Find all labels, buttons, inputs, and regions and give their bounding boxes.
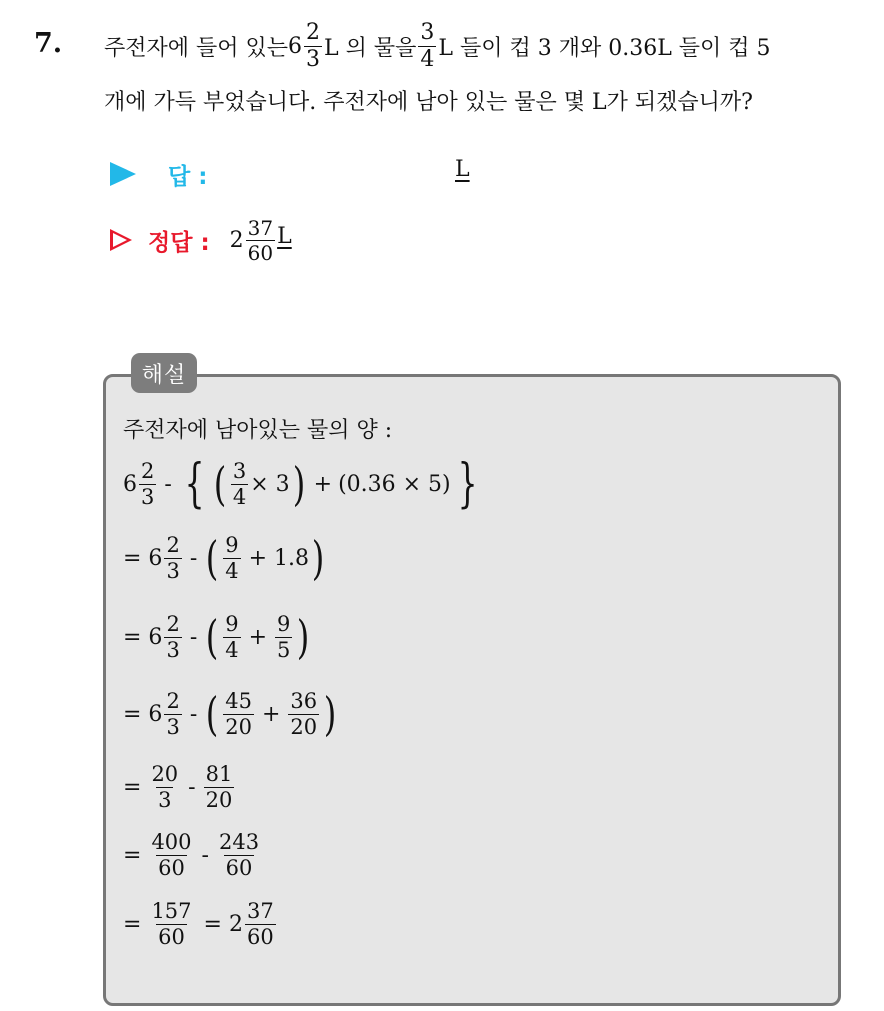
denominator: 20 [205, 787, 233, 812]
right-paren: ) [297, 610, 310, 664]
numerator: 243 [218, 829, 260, 854]
numerator: 36 [290, 688, 318, 713]
equals-sign: = [123, 774, 142, 800]
fraction [245, 898, 276, 949]
numerator: 45 [225, 688, 252, 713]
solution-line-5 [123, 755, 236, 819]
question-line-2: 개에 가득 부었습니다. 주전자에 남아 있는 물은 몇 L가 되겠습니까? [104, 89, 753, 115]
equals-sign: = [123, 842, 142, 868]
correct-answer-value [229, 215, 292, 265]
solution-line-7 [123, 892, 278, 956]
right-paren: ) [292, 457, 305, 511]
explanation-tag: 해설 [131, 353, 197, 393]
minus-sign: - [164, 471, 172, 497]
fraction [217, 829, 261, 880]
solution-line-2 [123, 526, 327, 590]
denominator: 4 [420, 46, 435, 72]
correct-answer-row [110, 208, 292, 272]
fraction-two-thirds [304, 19, 322, 72]
cup-group: (0.36 × 5) [338, 471, 451, 497]
denominator: 60 [247, 240, 274, 265]
numerator: 81 [205, 761, 233, 786]
numerator: 2 [306, 19, 321, 45]
fraction [223, 688, 254, 739]
equals-whole: = 6 [123, 701, 163, 727]
denominator: 3 [158, 787, 172, 812]
plus-sign: + [261, 701, 281, 727]
numerator: 2 [166, 611, 180, 636]
whole-part: 2 [229, 227, 244, 253]
left-paren: ( [205, 531, 219, 585]
fraction [288, 688, 319, 739]
equals-whole: = 2 [203, 911, 243, 937]
minus-sign: - [189, 624, 198, 650]
answer-unit: L [455, 157, 470, 182]
right-brace: } [457, 454, 478, 514]
fraction [139, 458, 156, 509]
numerator: 9 [277, 611, 291, 636]
fraction-37-60 [246, 215, 275, 265]
denominator: 3 [166, 637, 180, 662]
numerator: 9 [225, 532, 239, 557]
solution-line-3 [123, 605, 312, 669]
equals-sign: = [123, 911, 142, 937]
numerator: 9 [225, 611, 239, 636]
left-paren: ( [213, 457, 227, 511]
numerator: 2 [141, 458, 155, 483]
denominator: 60 [158, 855, 185, 880]
left-brace: { [184, 454, 205, 514]
minus-sign: - [189, 545, 198, 571]
fraction [275, 611, 292, 662]
fraction [223, 611, 240, 662]
right-paren: ) [311, 531, 325, 585]
minus-sign: - [201, 842, 209, 868]
fraction [149, 829, 193, 880]
denominator: 60 [246, 924, 274, 949]
denominator: 20 [225, 714, 252, 739]
fraction [149, 761, 180, 812]
fraction [204, 761, 235, 812]
denominator: 20 [290, 714, 318, 739]
unit: L [277, 223, 292, 249]
numerator: 2 [166, 532, 180, 557]
whole-part: 6 [123, 471, 137, 497]
denominator: 3 [166, 558, 180, 583]
plus-sign: + [248, 624, 268, 650]
outline-arrow-icon [110, 229, 132, 251]
question-line-1 [104, 18, 771, 74]
right-paren: ) [323, 687, 337, 741]
denominator: 3 [306, 46, 321, 72]
question-number: 7. [34, 28, 63, 59]
play-arrow-icon [110, 162, 136, 186]
numerator: 157 [151, 898, 192, 923]
question-text-1: 주전자에 들어 있는 [104, 35, 289, 61]
fraction [149, 898, 193, 949]
denominator: 4 [232, 484, 247, 509]
question-text-3: L 들이 컵 3 개와 0.36L 들이 컵 5 [438, 35, 771, 61]
numerator: 37 [246, 898, 274, 923]
denominator: 5 [277, 637, 291, 662]
correct-answer-label: 정답 : [148, 229, 210, 256]
mixed-number-whole: 6 [288, 33, 303, 59]
fraction [231, 458, 248, 509]
fraction [164, 688, 181, 739]
times-three: × 3 [250, 471, 290, 497]
denominator: 3 [141, 484, 155, 509]
numerator: 3 [420, 19, 435, 45]
plus-decimal: + 1.8 [248, 545, 309, 571]
minus-sign: - [188, 774, 196, 800]
numerator: 400 [151, 829, 192, 854]
minus-sign: - [189, 701, 198, 727]
denominator: 60 [158, 924, 185, 949]
denominator: 60 [225, 855, 253, 880]
fraction [223, 532, 240, 583]
numerator: 20 [151, 761, 179, 786]
fraction-three-quarters [418, 19, 436, 72]
solution-line-1 [123, 452, 484, 516]
answer-row [110, 154, 207, 194]
numerator: 2 [166, 688, 180, 713]
plus-sign: + [313, 471, 333, 497]
denominator: 4 [225, 558, 239, 583]
solution-line-4 [123, 682, 339, 746]
answer-label: 답 : [168, 163, 208, 190]
equals-whole: = 6 [123, 545, 163, 571]
numerator: 3 [232, 458, 247, 483]
explanation-intro: 주전자에 남아있는 물의 양 : [123, 417, 393, 443]
denominator: 3 [166, 714, 180, 739]
left-paren: ( [205, 610, 219, 664]
question-text-2: L 의 물을 [324, 35, 417, 61]
numerator: 37 [247, 215, 274, 240]
fraction [164, 611, 181, 662]
solution-line-6 [123, 823, 263, 887]
denominator: 4 [225, 637, 239, 662]
left-paren: ( [205, 687, 219, 741]
fraction [164, 532, 181, 583]
equals-whole: = 6 [123, 624, 163, 650]
